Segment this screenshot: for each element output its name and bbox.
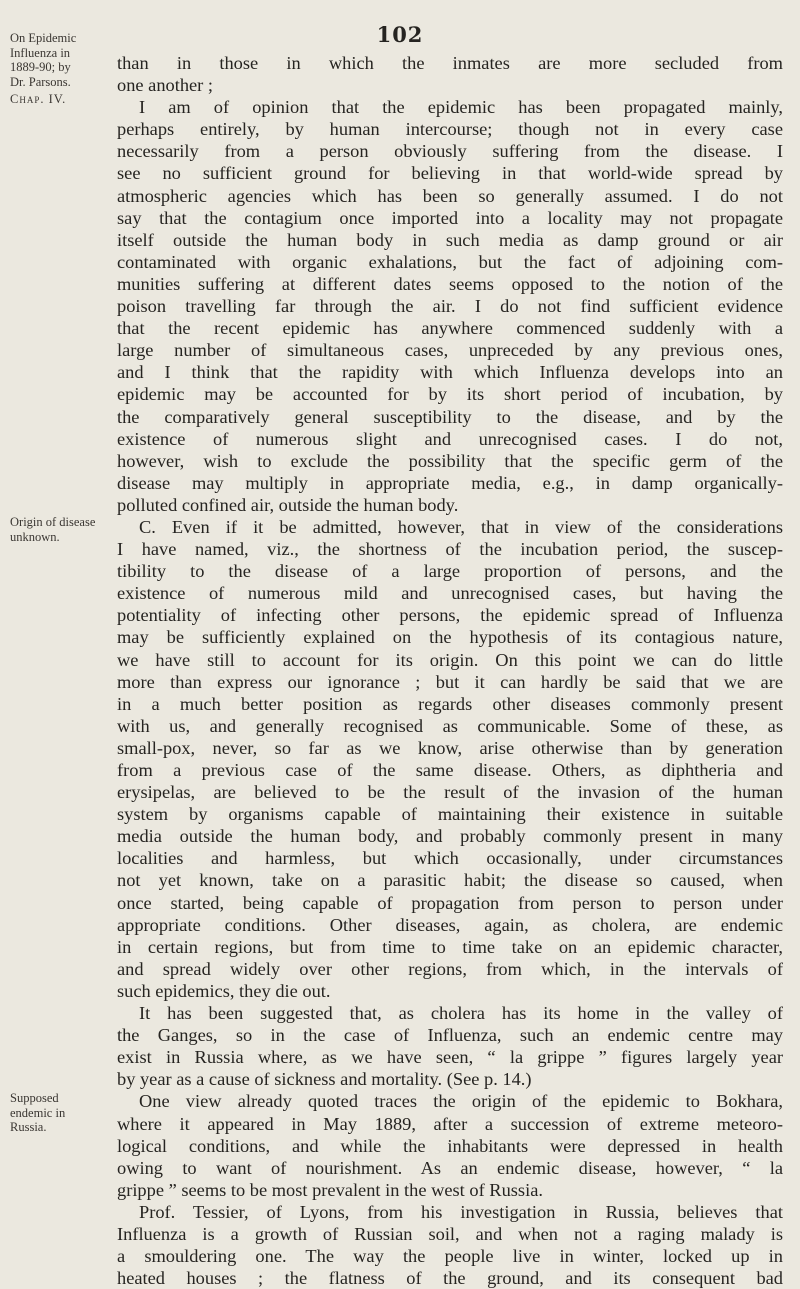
margin-note-origin — [10, 515, 96, 544]
text-line: erysipelas, are believed to be the result of the invasion of the human — [117, 782, 783, 803]
text-line: in a much better position as regards other diseases commonly present — [117, 693, 783, 714]
text-line: I am of opinion that the epidemic has been propagated mainly, — [139, 97, 783, 118]
text-line: exist in Russia where, as we have seen, “ la grippe ” figures largely year — [117, 1047, 783, 1068]
margin-note-line: unknown. — [10, 529, 60, 544]
text-line: Prof. Tessier, of Lyons, from his investigation in Russia, believes that — [139, 1201, 783, 1222]
text-line: contaminated with organic exhalations, but the fact of adjoining com- — [117, 251, 783, 272]
margin-note-line: Dr. Parsons. — [10, 74, 71, 89]
text-line: the comparatively general susceptibility to the disease, and by the — [117, 406, 783, 427]
text-line: One view already quoted traces the origin of the epidemic to Bokhara, — [139, 1091, 783, 1112]
text-line: a smouldering one. The way the people live in winter, locked up in — [117, 1246, 783, 1267]
text-line: in certain regions, but from time to time take on an epidemic character, — [117, 936, 783, 957]
margin-note-line: Influenza in — [10, 45, 71, 60]
text-line: grippe ” seems to be most prevalent in the west of Russia. — [117, 1179, 543, 1200]
text-line: necessarily from a person obviously suffering from the disease. I — [117, 141, 783, 162]
margin-note-line: Origin of disease — [10, 515, 96, 529]
text-line: potentiality of infecting other persons, the epidemic spread of Influenza — [117, 605, 783, 626]
text-line: It has been suggested that, as cholera has its home in the valley of — [139, 1003, 783, 1024]
text-line: tibility to the disease of a large proportion of persons, and the — [117, 561, 783, 582]
text-line: from a previous case of the same disease. Others, as diphtheria and — [117, 760, 783, 780]
text-line: with us, and generally recognised as communicable. Some of these, as — [117, 715, 783, 736]
text-line: C. Even if it be admitted, however, that in view of the considerations — [139, 516, 783, 537]
text-line: once started, being capable of propagation from person to person under — [117, 892, 783, 913]
text-line: such epidemics, they die out. — [117, 980, 331, 1001]
text-line: we have still to account for its origin. On this point we can do little — [117, 649, 783, 670]
text-line: I have named, viz., the shortness of the incubation period, the suscep- — [117, 539, 783, 560]
text-line: existence of numerous mild and unrecognised cases, but having the — [117, 583, 783, 604]
text-line: itself outside the human body in such media as damp ground or air — [117, 229, 783, 250]
margin-note-line: Russia. — [10, 1120, 47, 1134]
text-line: small-pox, never, so far as we know, arise otherwise than by generation — [117, 737, 783, 758]
text-line: perhaps entirely, by human intercourse; though not in every case — [117, 119, 783, 140]
text-line: and spread widely over other regions, from which, in the intervals of — [117, 958, 783, 979]
text-line: appropriate conditions. Other diseases, again, as cholera, are endemic — [117, 914, 783, 935]
margin-note-line: On Epidemic — [10, 31, 77, 45]
margin-note-running-head — [10, 31, 88, 107]
text-line: may be sufficiently explained on the hypothesis of its contagious nature, — [117, 627, 783, 648]
text-line: by year as a cause of sickness and mortality. (See p. 14.) — [117, 1069, 532, 1090]
text-line: localities and harmless, but which occasionally, under circumstances — [117, 848, 783, 869]
text-line: the Ganges, so in the case of Influenza, such an endemic centre may — [117, 1025, 783, 1046]
text-line: atmospheric agencies which has been so generally assumed. I do not — [117, 185, 783, 206]
body-text — [117, 52, 783, 1289]
text-line: large number of simultaneous cases, unpreceded by any previous ones, — [117, 340, 783, 361]
text-line: Influenza is a growth of Russian soil, and when not a raging malady is — [117, 1223, 783, 1244]
text-line: polluted confined air, outside the human body. — [117, 494, 459, 515]
margin-note-line: endemic in — [10, 1105, 66, 1120]
text-line: however, wish to exclude the possibility that the specific germ of the — [117, 450, 783, 471]
text-line: disease may multiply in appropriate media, e.g., in damp organically- — [117, 472, 783, 493]
text-line: poison travelling far through the air. I do not find sufficient evidence — [117, 296, 783, 317]
text-line: more than express our ignorance ; but it can hardly be said that we are — [117, 671, 783, 692]
text-line: system by organisms capable of maintaining their existence in suitable — [117, 804, 783, 825]
text-line: owing to want of nourishment. As an endemic disease, however, “ la — [117, 1157, 783, 1178]
margin-note-russia — [10, 1091, 88, 1135]
margin-note-chapter: Chap. IV. — [10, 92, 67, 106]
text-line: not yet known, take on a parasitic habit; the disease so caused, when — [117, 870, 783, 891]
text-line: epidemic may be accounted for by its short period of incubation, by — [117, 384, 783, 405]
margin-note-line: Supposed — [10, 1091, 59, 1105]
text-line: existence of numerous slight and unrecognised cases. I do not, — [117, 428, 783, 449]
text-line: heated houses ; the flatness of the ground, and its consequent bad — [117, 1268, 783, 1289]
text-line: that the recent epidemic has anywhere commenced suddenly with a — [117, 318, 783, 339]
margin-note-line: 1889-90; by — [10, 60, 71, 74]
text-line: than in those in which the inmates are more secluded from — [117, 53, 783, 73]
text-line: and I think that the rapidity with which Influenza develops into an — [117, 362, 783, 383]
text-line: logical conditions, and while the inhabitants were depressed in health — [117, 1135, 783, 1156]
text-line: where it appeared in May 1889, after a succession of extreme meteoro- — [117, 1113, 783, 1134]
text-line: see no sufficient ground for believing in that world-wide spread by — [117, 163, 783, 184]
page-number: 102 — [376, 22, 424, 47]
text-line: media outside the human body, and probably commonly present in many — [117, 826, 783, 847]
text-line: munities suffering at different dates seems opposed to the notion of the — [117, 273, 783, 294]
text-line: say that the contagium once imported into a locality may not propagate — [117, 207, 783, 228]
text-line: one another ; — [117, 75, 214, 96]
